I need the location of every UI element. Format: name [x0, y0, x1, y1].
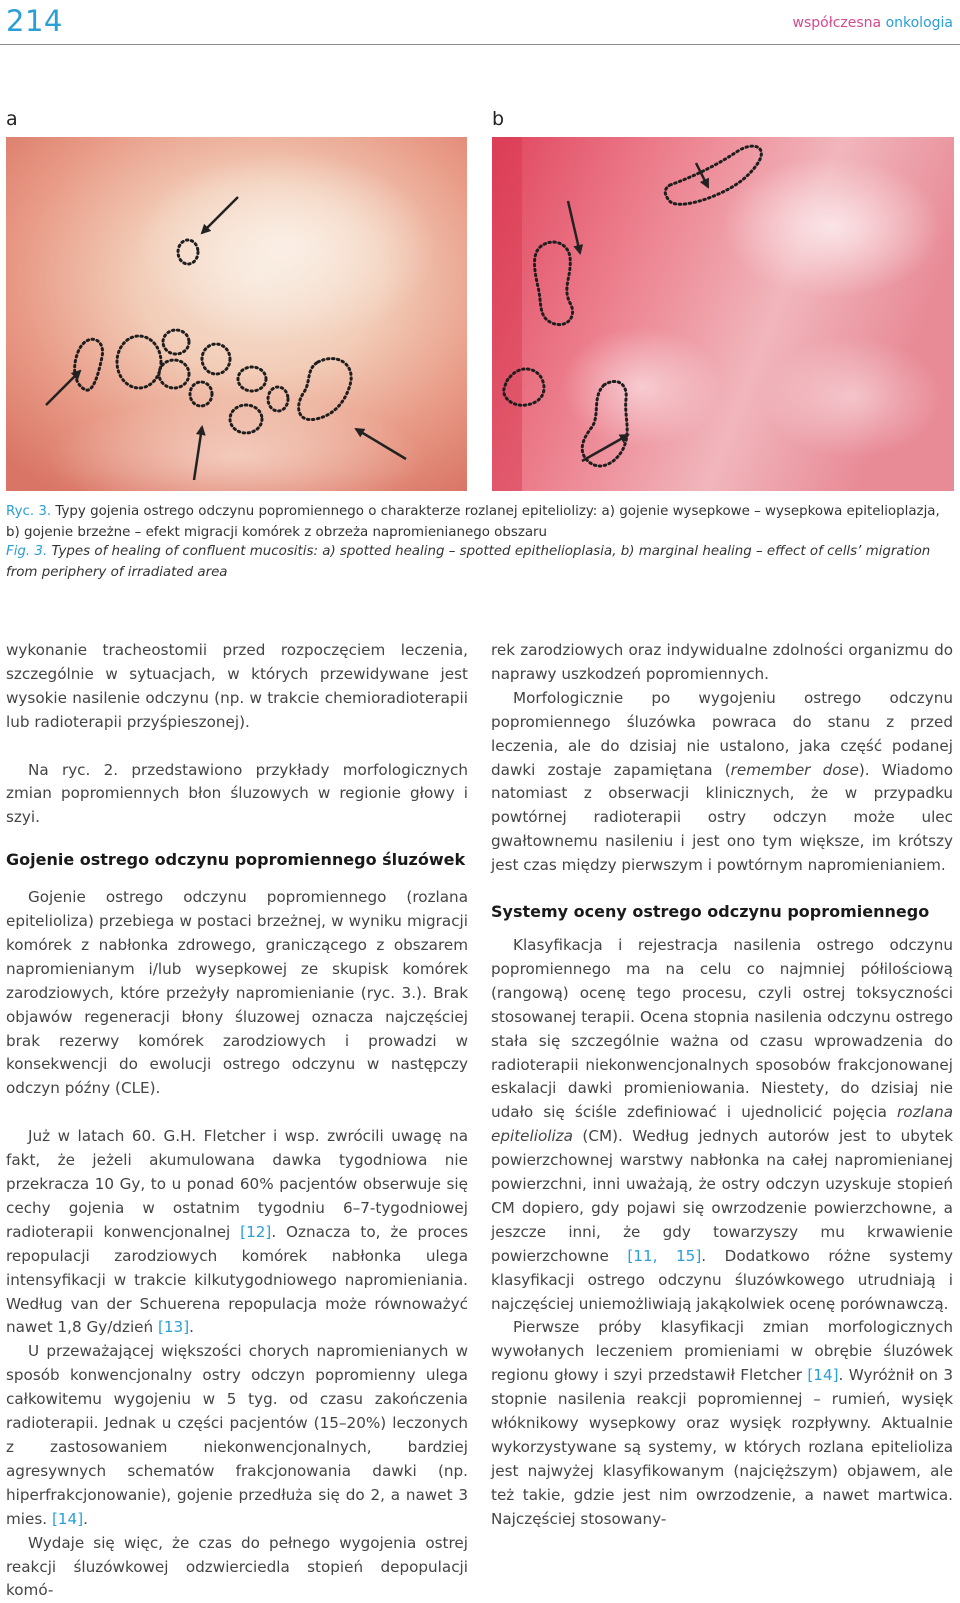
figure-photo-a — [6, 137, 467, 491]
citation-12[interactable]: [12] — [240, 1222, 272, 1241]
panel-a-label: a — [6, 108, 18, 130]
right-paragraph-2: Morfologicznie po wygojeniu ostrego odczynu popromiennego śluzówka powraca do stanu z przed leczenia, ale do dzisiaj nie ustalono, jaka część podanej dawki zostaje zapamiętana (remember dose). Wiadomo natomiast z obserwacji klinicznych, że w przypadku powtórnej radioterapii ostry odczyn może ulec gwałtownemu nasileniu i jest ono tym większe, im krótszy jest czas między pierwszym i powtórnym napromienianiem. — [491, 688, 953, 875]
right-paragraph-3: Klasyfikacja i rejestracja nasilenia ostrego odczynu popromiennego ma na celu co najmniej półilościową (rangową) ocenę tego procesu, czyli ostrej toksyczności stosowanej terapii. Ocena stopnia nasilenia odczynu ostrego stała się szczególnie ważna od czasu wprowadzenia do radioterapii niekonwencjonalnych sposobów frakcjonowanej eskalacji dawki promieniowania. Niestety, do dzisiaj nie udało się ściśle zdefiniować i ujednolicić pojęcia rozlana epitelioliza (CM). Według jednych autorów jest to ubytek powierzchownej warstwy nabłonka na całej napromienianej powierzchni, inni uważają, że ostry odczyn uzyskuje stopień CM dopiero, gdy pojawi się owrzodzenie powierzchowne, a jeszcze inni, że gdy towarzyszy mu krwawienie powierzchowne [11, 15]. Dodatkowo różne systemy klasyfikacji ostrego odczynu śluzówkowego utrudniają i najczęściej uniemożliwiają jakąkolwiek ocenę porównawczą. — [491, 935, 953, 1313]
figure-photo-b — [492, 137, 954, 491]
caption-polish: Ryc. 3. Typy gojenia ostrego odczynu popromiennego o charakterze rozlanej epiteliolizy: a) gojenie wysepkowe – wysepkowa epitelioplazja, b) gojenie brzeżne – efekt migracji komórek z obrzeża napromienianego obszaru — [6, 504, 940, 540]
right-paragraph-1: rek zarodziowych oraz indywidualne zdolności organizmu do naprawy uszkodzeń popromiennych. — [491, 641, 953, 683]
left-paragraph-1: wykonanie tracheostomii przed rozpoczęciem leczenia, szczególnie w sytuacjach, w których przewidywane jest wysokie nasilenie odczynu (np. w trakcie chemioradioterapii lub radioterapii przyśpieszonej). — [6, 641, 468, 731]
citation-14[interactable]: [14] — [51, 1509, 84, 1528]
panel-b-label: b — [492, 108, 505, 130]
caption-english-label: Fig. 3. — [6, 544, 48, 559]
page-number: 214 — [6, 4, 63, 38]
caption-polish-label: Ryc. 3. — [6, 504, 52, 519]
right-paragraph-4: Pierwsze próby klasyfikacji zmian morfologicznych wywołanych leczeniem promieniami w obrębie śluzówek regionu głowy i szyi przedstawił Fletcher [14]. Wyróżnił on 3 stopnie nasilenia reakcji popromiennej – rumień, wysięk włóknikowy wysepkowy oraz wysięk rozpływny. Aktualnie wykorzystywane są systemy, w których rozlana epitelioliza jest najwyżej klasyfikowanym (najcięższym) objawem, ale też takie, gdzie jest nim owrzodzenie, a nawet martwica. Najczęściej stosowany- — [491, 1318, 953, 1528]
caption-english: Fig. 3. Types of healing of confluent mucositis: a) spotted healing – spotted epithelioplasia, b) marginal healing – effect of cells’ migration from periphery of irradiated area — [6, 544, 931, 580]
citation-11-15[interactable]: [11, 15] — [627, 1246, 702, 1265]
right-column — [491, 639, 953, 1532]
section-heading-healing: Gojenie ostrego odczynu popromiennego śluzówek — [6, 850, 466, 870]
left-column — [6, 639, 468, 1603]
left-paragraph-5: U przeważającej większości chorych napromienianych w sposób konwencjonalny ostry odczyn popromienny ulega całkowitemu wygojeniu w 5 tyg. od czasu zakończenia radioterapii. Jednak u części pacjentów (15–20%) leczonych z zastosowaniem niekonwencjonalnych, bardziej agresywnych schematów frakcjonowania dawki (np. hiperfrakcjonowanie), gojenie przedłuża się do 2, a nawet 3 mies. [14]. — [6, 1342, 468, 1528]
left-paragraph-3: Gojenie ostrego odczynu popromiennego (rozlana epitelioliza) przebiega w postaci brzeżnej, w wyniku migracji komórek z nabłonka zdrowego, graniczącego z obszarem napromienianym i/lub wysepkowej ze skupisk komórek zarodziowych, które przeżyły napromienianie (ryc. 3.). Brak objawów regeneracji błony śluzowej oznacza najczęściej brak rezerwy komórek zarodziowych i prowadzi w konsekwencji do ewolucji ostrego odczynu w następczy odczyn późny (CLE). — [6, 888, 468, 1098]
citation-13[interactable]: [13] — [157, 1318, 190, 1337]
left-paragraph-4: Już w latach 60. G.H. Fletcher i wsp. zwrócili uwagę na fakt, że jeżeli akumulowana dawka tygodniowa nie przekracza 10 Gy, to u ponad 60% pacjentów obserwuje się cechy gojenia w ostatnim tygodniu 6–7-tygodniowej radioterapii konwencjonalnej [12]. Oznacza to, że proces repopulacji zarodziowych komórek nabłonka ulega intensyfikacji w trakcie kilkutygodniowego napromieniania. Według van der Schuerena repopulacja może równoważyć nawet 1,8 Gy/dzień [13]. — [6, 1127, 468, 1337]
citation-14-b[interactable]: [14] — [807, 1366, 839, 1385]
left-paragraph-2: Na ryc. 2. przedstawiono przykłady morfologicznych zmian popromiennych błon śluzowych w regionie głowy i szyi. — [6, 760, 468, 827]
page-header — [0, 0, 960, 45]
section-heading-assessment-systems: Systemy oceny ostrego odczynu popromiennego — [491, 902, 930, 922]
left-paragraph-6: Wydaje się więc, że czas do pełnego wygojenia ostrej reakcji śluzówkowej odzwierciedla stopień depopulacji komó- — [6, 1533, 468, 1600]
journal-name: współczesna onkologia — [792, 15, 953, 31]
